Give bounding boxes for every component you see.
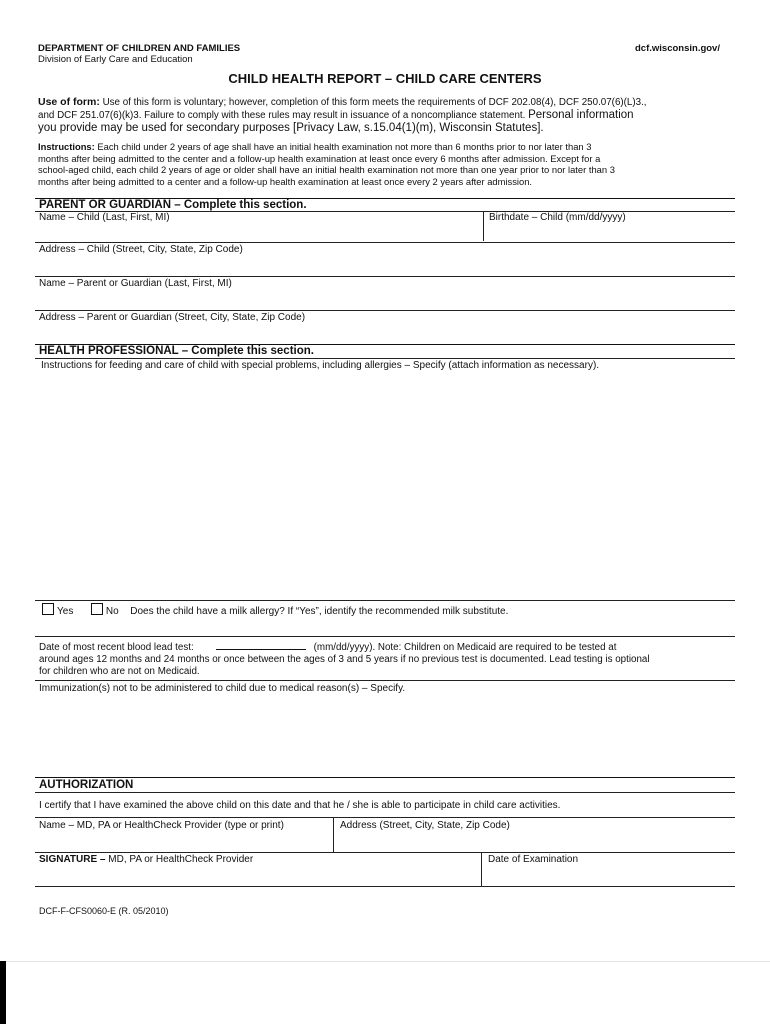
parent-name-field[interactable]: Name – Parent or Guardian (Last, First, MI) [39, 278, 232, 289]
signature-label-rest: MD, PA or HealthCheck Provider [105, 854, 254, 865]
instructions-line4: months after being admitted to a center and a follow-up health examination at least once every 2 years after admission. [38, 175, 533, 187]
provider-divider [333, 817, 334, 853]
provider-name-field[interactable]: Name – MD, PA or HealthCheck Provider (type or print) [39, 820, 284, 831]
exam-date-divider [481, 852, 482, 887]
milk-allergy-question: Does the child have a milk allergy? If “Yes”, identify the recommended milk substitute. [130, 606, 509, 617]
use-of-form-line2b: Personal information [528, 109, 634, 121]
lead-test-note: (mm/dd/yyyy). Note: Children on Medicaid are required to be tested at [313, 642, 617, 653]
health-section-rule [35, 358, 735, 359]
yes-checkbox[interactable] [42, 603, 54, 615]
use-of-form-line1: Use of this form is voluntary; however, completion of this form meets the requirements of DCF 202.08(4), DCF 250.07(6)(L)3., [102, 97, 647, 108]
signature-label: SIGNATURE – [39, 854, 106, 865]
child-address-field[interactable]: Address – Child (Street, City, State, Zip Code) [39, 244, 243, 255]
child-name-field[interactable]: Name – Child (Last, First, MI) [39, 212, 170, 223]
milk-allergy-rule [35, 600, 735, 601]
authorization-bottom-rule [35, 886, 735, 887]
birthdate-divider [483, 211, 484, 241]
child-address-rule [35, 242, 735, 243]
parent-section-title: PARENT OR GUARDIAN – Complete this section. [39, 199, 307, 211]
division-name: Division of Early Care and Education [38, 54, 193, 65]
use-of-form [38, 96, 738, 135]
use-of-form-line3: you provide may be used for secondary purposes [Privacy Law, s.15.04(1)(m), Wisconsin Statutes]. [38, 122, 544, 134]
instructions-line1: Each child under 2 years of age shall have an initial health examination not more than 6 months prior to nor later than 3 [97, 141, 592, 152]
form-id: DCF-F-CFS0060-E (R. 05/2010) [39, 906, 169, 916]
lead-test-rule [35, 636, 735, 637]
authorization-top-rule [35, 777, 735, 778]
instructions [38, 141, 738, 187]
instructions-label: Instructions: [38, 141, 95, 152]
feeding-instructions-field[interactable]: Instructions for feeding and care of child with special problems, including allergies – Specify (attach information as necessary). [41, 360, 600, 371]
authorization-title: AUTHORIZATION [39, 779, 134, 791]
parent-address-field[interactable]: Address – Parent or Guardian (Street, City, State, Zip Code) [39, 312, 306, 323]
signature-rule [35, 852, 735, 853]
website-link[interactable]: dcf.wisconsin.gov/ [635, 43, 720, 54]
form-title: CHILD HEALTH REPORT – CHILD CARE CENTERS [228, 71, 542, 86]
yes-label: Yes [57, 606, 74, 617]
immunization-field[interactable]: Immunization(s) not to be administered to child due to medical reason(s) – Specify. [39, 683, 406, 694]
use-of-form-label: Use of form: [38, 96, 100, 108]
lead-test-block [39, 640, 739, 678]
child-birthdate-field[interactable]: Birthdate – Child (mm/dd/yyyy) [489, 212, 626, 223]
instructions-line3: school-aged child, each child 2 years of age or older shall have an initial health examination not more than one year prior to nor later than 3 [38, 164, 615, 175]
milk-allergy-row [42, 603, 508, 617]
certify-statement: I certify that I have examined the above child on this date and that he / she is able to participate in child care activities. [39, 800, 561, 811]
health-section-title: HEALTH PROFESSIONAL – Complete this section. [39, 345, 314, 357]
scan-edge-line [0, 961, 770, 962]
provider-address-field[interactable]: Address (Street, City, State, Zip Code) [340, 820, 510, 831]
immunization-rule [35, 680, 735, 681]
instructions-line2: months after being admitted to the center and a follow-up health examination at least once every 6 months after admission. Except for a [38, 152, 601, 164]
no-label: No [105, 606, 119, 617]
lead-test-line2: around ages 12 months and 24 months or once between the ages of 3 and 5 years if no previous test is documented. Lead testing is optional [39, 654, 650, 665]
parent-name-rule [35, 276, 735, 277]
exam-date-field[interactable]: Date of Examination [488, 854, 579, 865]
provider-rule [35, 817, 735, 818]
scan-edge-bar [0, 961, 6, 1024]
parent-address-rule [35, 310, 735, 311]
lead-test-line3: for children who are not on Medicaid. [39, 666, 200, 677]
use-of-form-line2: and DCF 251.07(6)(k)3. Failure to comply with these rules may result in issuance of a noncompliance statement. [38, 110, 526, 121]
department-name: DEPARTMENT OF CHILDREN AND FAMILIES [38, 43, 241, 54]
no-checkbox[interactable] [91, 603, 103, 615]
authorization-rule [35, 792, 735, 793]
signature-field[interactable] [39, 854, 253, 865]
lead-test-date-input[interactable] [216, 640, 306, 650]
lead-test-label: Date of most recent blood lead test: [39, 642, 194, 653]
